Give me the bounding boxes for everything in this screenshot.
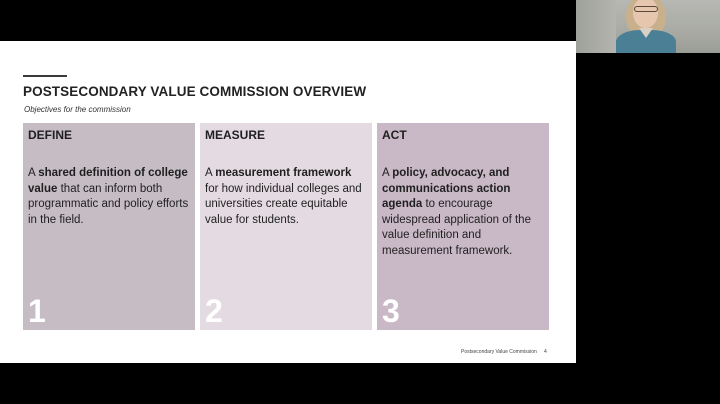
slide-page-number: 4 [544,349,547,355]
participant-video-thumbnail[interactable] [576,0,720,53]
presentation-slide [0,41,576,363]
objective-number: 1 [28,293,46,329]
objective-number: 3 [382,293,400,329]
objective-box-measure [200,123,372,330]
objective-description: A shared definition of college value that can inform both programmatic and policy efforts in the field. [28,167,189,226]
video-background [576,0,616,53]
title-accent-rule [23,75,67,77]
slide-subtitle: Objectives for the commission [24,105,131,114]
objective-heading: ACT [382,128,407,142]
slide-footer: Postsecondary Value Commission [461,349,537,355]
objective-heading: DEFINE [28,128,73,142]
objective-heading: MEASURE [205,128,266,142]
objective-description: A policy, advocacy, and communications action agenda to encourage widespread application of the value definition and measurement framework. [382,167,531,257]
objective-box-define [23,123,195,330]
objective-number: 2 [205,293,223,329]
objective-description: A measurement framework for how individual colleges and universities create equitable value for students. [205,167,362,226]
objective-box-act [377,123,549,330]
slide-title: POSTSECONDARY VALUE COMMISSION OVERVIEW [23,84,367,99]
participant-glasses [634,6,658,12]
